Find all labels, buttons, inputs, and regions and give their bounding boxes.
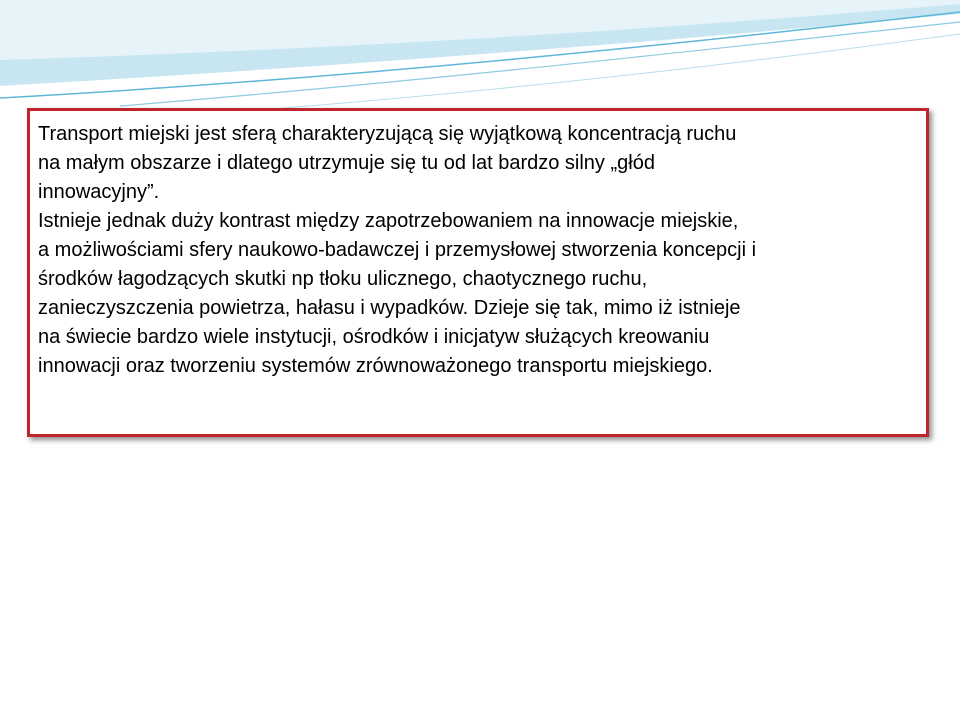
decorative-wave-header [0,0,960,110]
paragraph-contrast: Istnieje jednak duży kontrast między zapotrzebowaniem na innowacje miejskie, a możliwościami sfery naukowo-badawczej i przemysłowej stworzenia koncepcji i środków łagodzących skutki np tłoku ulicznego, chaotycznego ruchu, zanieczyszczenia powietrza, hałasu i wypadków. Dzieje się tak, mimo iż istnieje na świecie bardzo wiele instytucji, ośrodków i inicjatyw służących kreowaniu innowacji oraz tworzeniu systemów zrównoważonego transportu miejskiego. [38,210,757,377]
content-text-box [27,108,929,437]
paragraph-intro: Transport miejski jest sferą charakteryzującą się wyjątkową koncentracją ruchu na małym obszarze i dlatego utrzymuje się tu od lat bardzo silny „głód innowacyjny”. [38,123,737,203]
